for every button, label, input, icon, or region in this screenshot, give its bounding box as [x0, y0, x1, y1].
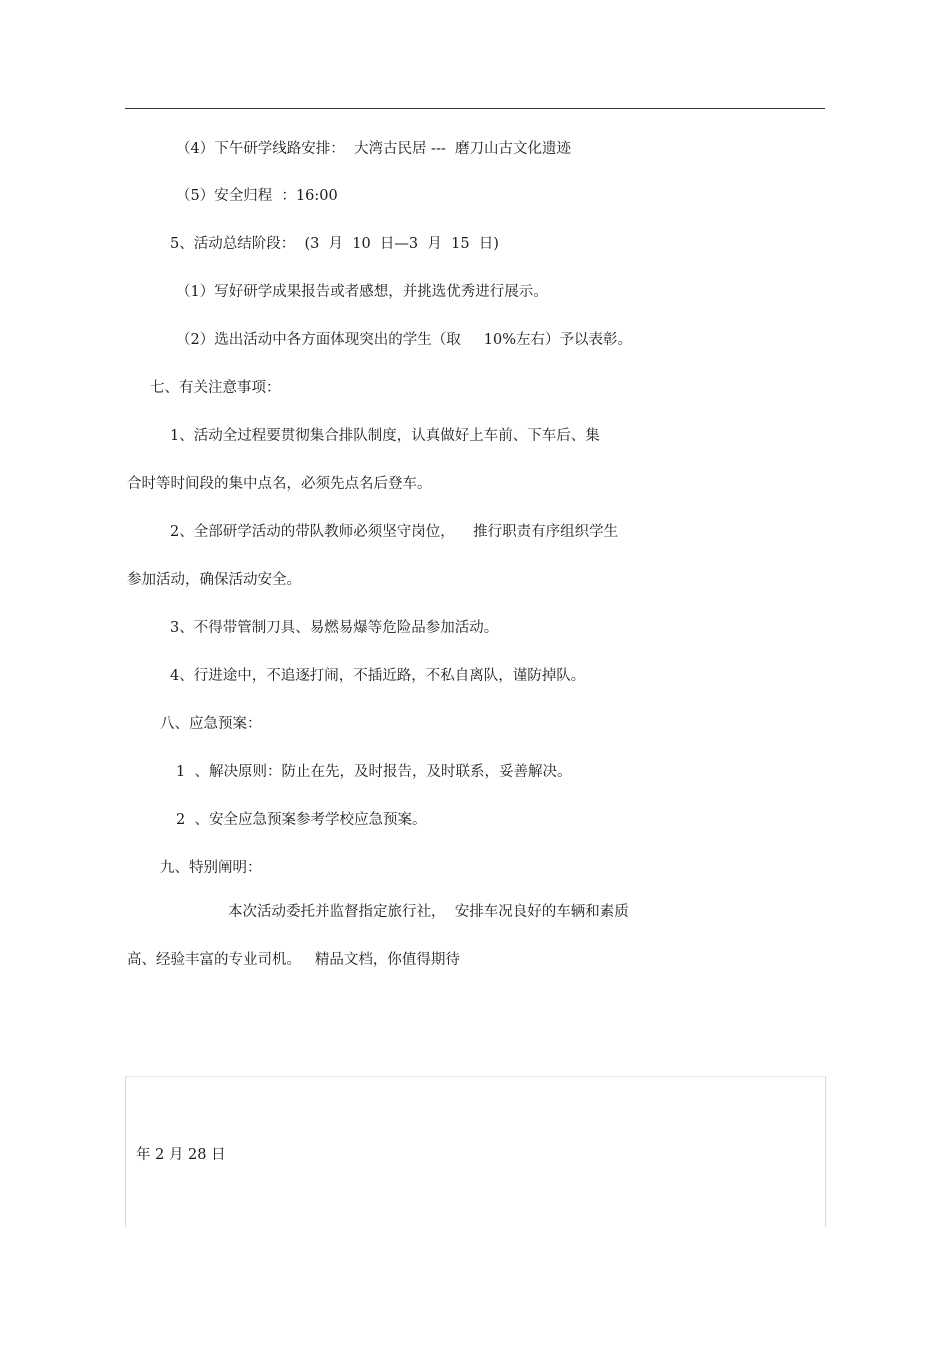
section-7-heading: 七、有关注意事项： — [150, 380, 281, 396]
summary-stage-heading: 5、活动总结阶段： (3 月 10 日—3 月 15 日) — [170, 236, 499, 252]
section-9-heading: 九、特别阐明： — [160, 860, 262, 876]
notice-item-1: 1、活动全过程要贯彻集合排队制度，认真做好上车前、下车后、集 — [170, 428, 600, 444]
schedule-line-4: （4）下午研学线路安排： 大湾古民居 --- 磨刀山古文化遗迹 — [176, 141, 571, 157]
notice-item-2: 2、全部研学活动的带队教师必须坚守岗位， 推行职责有序组织学生 — [170, 524, 619, 540]
notice-item-3: 3、不得带管制刀具、易燃易爆等危险品参加活动。 — [170, 620, 499, 636]
summary-item-1: （1）写好研学成果报告或者感想，并挑选优秀进行展示。 — [176, 284, 548, 300]
emergency-item-2: 2 、安全应急预案参考学校应急预案。 — [176, 812, 427, 828]
section-8-heading: 八、应急预案： — [160, 716, 262, 732]
schedule-line-5: （5）安全归程 ：16:00 — [176, 188, 338, 204]
header-rule — [125, 108, 825, 109]
notice-item-1-cont: 合时等时间段的集中点名，必须先点名后登车。 — [127, 476, 432, 492]
summary-item-2: （2）选出活动中各方面体现突出的学生（取 10%左右）予以表彰。 — [176, 332, 632, 348]
footer-box — [125, 1076, 826, 1227]
statement-line-1: 本次活动委托并监督指定旅行社， 安排车况良好的车辆和素质 — [228, 904, 629, 920]
notice-item-2-cont: 参加活动，确保活动安全。 — [127, 572, 301, 588]
statement-line-2: 高、经验丰富的专业司机。 精品文档，你值得期待 — [127, 952, 460, 968]
emergency-item-1: 1 、解决原则：防止在先，及时报告，及时联系，妥善解决。 — [176, 764, 572, 780]
notice-item-4: 4、行进途中，不追逐打闹，不插近路，不私自离队，谨防掉队。 — [170, 668, 586, 684]
footer-date: 年 2 月 28 日 — [136, 1147, 226, 1163]
